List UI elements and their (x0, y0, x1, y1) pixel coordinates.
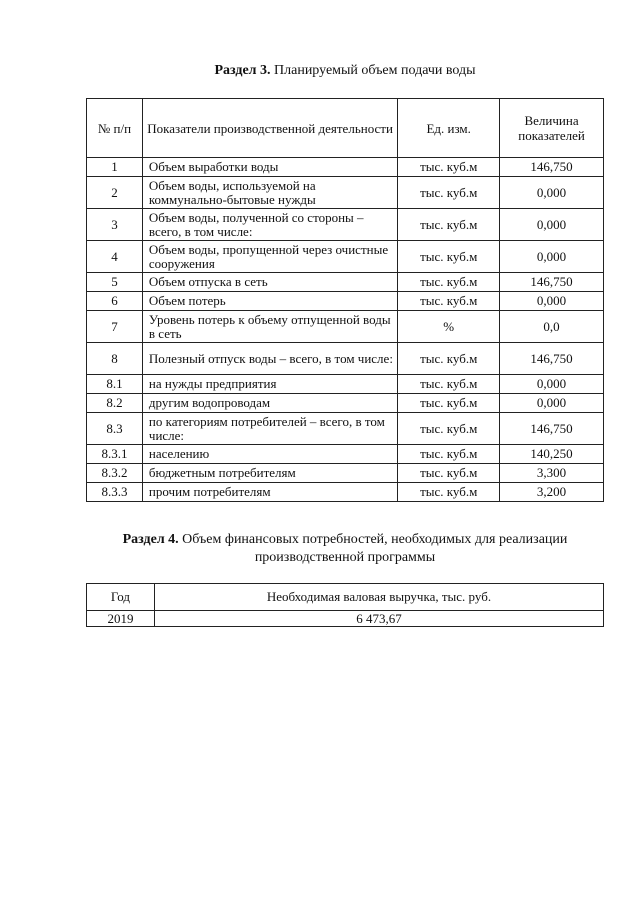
cell-num: 7 (87, 311, 143, 343)
cell-unit: тыс. куб.м (398, 177, 500, 209)
cell-value: 146,750 (500, 413, 604, 445)
cell-value: 0,000 (500, 292, 604, 311)
table-row (87, 343, 604, 375)
section3-title-bold: Раздел 3. (214, 63, 271, 78)
cell-value: 146,750 (500, 273, 604, 292)
cell-value: 0,000 (500, 375, 604, 394)
table-row (87, 394, 604, 413)
cell-num: 4 (87, 241, 143, 273)
cell-unit: тыс. куб.м (398, 158, 500, 177)
cell-indicator: другим водопроводам (142, 394, 397, 413)
table-row (87, 413, 604, 445)
cell-unit: тыс. куб.м (398, 209, 500, 241)
header-unit: Ед. изм. (398, 99, 500, 158)
cell-num: 6 (87, 292, 143, 311)
table-row (87, 158, 604, 177)
section3-header-row (87, 99, 604, 158)
cell-value: 140,250 (500, 445, 604, 464)
cell-indicator: прочим потребителям (142, 483, 397, 502)
cell-indicator: населению (142, 445, 397, 464)
table-row (87, 209, 604, 241)
table-row (87, 292, 604, 311)
section3-title-text: Планируемый объем подачи воды (270, 63, 476, 78)
table-row (87, 311, 604, 343)
cell-unit: тыс. куб.м (398, 483, 500, 502)
header-year: Год (87, 584, 155, 611)
section4-title-bold: Раздел 4. (122, 532, 179, 547)
cell-value: 0,000 (500, 209, 604, 241)
cell-year: 2019 (87, 611, 155, 627)
cell-revenue: 6 473,67 (154, 611, 603, 627)
section3-table (86, 98, 604, 502)
cell-num: 2 (87, 177, 143, 209)
cell-num: 8.3 (87, 413, 143, 445)
cell-num: 8.1 (87, 375, 143, 394)
cell-value: 0,000 (500, 177, 604, 209)
table-row (87, 273, 604, 292)
cell-indicator: бюджетным потребителям (142, 464, 397, 483)
table-row (87, 611, 604, 627)
cell-unit: тыс. куб.м (398, 292, 500, 311)
table-row (87, 464, 604, 483)
table-row (87, 375, 604, 394)
cell-num: 8.3.3 (87, 483, 143, 502)
cell-indicator: по категориям потребителей – всего, в том числе: (142, 413, 397, 445)
cell-unit: тыс. куб.м (398, 445, 500, 464)
cell-indicator: Объем воды, пропущенной через очистные сооружения (142, 241, 397, 273)
cell-unit: тыс. куб.м (398, 375, 500, 394)
cell-unit: тыс. куб.м (398, 273, 500, 292)
cell-unit: тыс. куб.м (398, 464, 500, 483)
cell-unit: тыс. куб.м (398, 241, 500, 273)
cell-indicator: Объем воды, используемой на коммунально-бытовые нужды (142, 177, 397, 209)
section4-title-text: Объем финансовых потребностей, необходимых для реализации производственной программы (178, 532, 568, 565)
cell-unit: тыс. куб.м (398, 343, 500, 375)
cell-value: 146,750 (500, 343, 604, 375)
cell-value: 0,000 (500, 394, 604, 413)
section4-header-row (87, 584, 604, 611)
cell-indicator: Объем отпуска в сеть (142, 273, 397, 292)
cell-num: 8.3.1 (87, 445, 143, 464)
cell-num: 3 (87, 209, 143, 241)
cell-value: 0,000 (500, 241, 604, 273)
cell-value: 3,300 (500, 464, 604, 483)
section4-title (80, 531, 610, 567)
cell-num: 5 (87, 273, 143, 292)
cell-value: 3,200 (500, 483, 604, 502)
cell-num: 8 (87, 343, 143, 375)
cell-indicator: Объем потерь (142, 292, 397, 311)
cell-indicator: Объем воды, полученной со стороны – всего, в том числе: (142, 209, 397, 241)
cell-indicator: Объем выработки воды (142, 158, 397, 177)
header-value: Величина показателей (500, 99, 604, 158)
cell-unit: % (398, 311, 500, 343)
cell-value: 146,750 (500, 158, 604, 177)
cell-unit: тыс. куб.м (398, 394, 500, 413)
cell-num: 8.3.2 (87, 464, 143, 483)
cell-num: 1 (87, 158, 143, 177)
section3-title (80, 62, 610, 80)
table-row (87, 445, 604, 464)
cell-num: 8.2 (87, 394, 143, 413)
section4-table (86, 583, 604, 627)
cell-indicator: Уровень потерь к объему отпущенной воды в сеть (142, 311, 397, 343)
table-row (87, 241, 604, 273)
cell-value: 0,0 (500, 311, 604, 343)
table-row (87, 483, 604, 502)
header-num: № п/п (87, 99, 143, 158)
header-indicator: Показатели производственной деятельности (142, 99, 397, 158)
header-revenue: Необходимая валовая выручка, тыс. руб. (154, 584, 603, 611)
cell-unit: тыс. куб.м (398, 413, 500, 445)
table-row (87, 177, 604, 209)
cell-indicator: на нужды предприятия (142, 375, 397, 394)
cell-indicator: Полезный отпуск воды – всего, в том числе: (142, 343, 397, 375)
